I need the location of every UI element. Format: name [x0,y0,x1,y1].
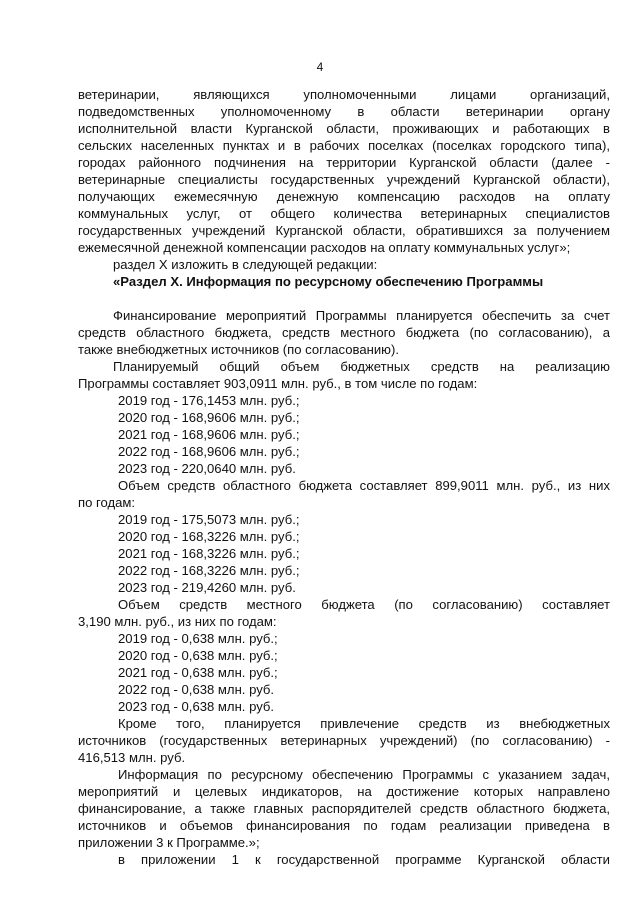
text-line: Программы составляет 903,0911 млн. руб., в том числе по годам: [78,376,478,391]
funding-year-item: 2019 год - 0,638 млн. руб.; [118,631,278,646]
funding-year-item: 2022 год - 168,9606 млн. руб.; [118,444,300,459]
text-line: по годам: [78,495,136,510]
text-line: Кроме того, планируется привлечение средств из внебюджетных [118,716,610,731]
text-line: ветеринарии, являющихся уполномоченными лицами организаций, [78,87,610,102]
text-line: Планируемый общий объем бюджетных средств на реализацию [113,359,610,374]
text-line: ветеринарные специалисты государственных учреждений Курганской области), [78,172,610,187]
text-line: источников и объемов финансирования по годам реализации приведена в [78,818,610,833]
text-line: раздел X изложить в следующей редакции: [113,257,378,272]
text-line: сельских населенных пунктах и в рабочих поселках (поселках городского типа), [78,138,610,153]
text-line: приложении 3 к Программе.»; [78,835,260,850]
page-number: 4 [316,60,324,74]
funding-year-item: 2021 год - 168,9606 млн. руб.; [118,427,300,442]
funding-year-item: 2019 год - 175,5073 млн. руб.; [118,512,300,527]
funding-year-item: 2020 год - 168,9606 млн. руб.; [118,410,300,425]
text-line: получающих ежемесячную денежную компенсацию расходов на оплату [78,189,610,204]
text-line: Объем средств областного бюджета составляет 899,9011 млн. руб., из них [118,478,610,493]
text-line: Информация по ресурсному обеспечению Программы с указанием задач, [118,767,610,782]
section-heading: «Раздел X. Информация по ресурсному обеспечению Программы [113,274,544,289]
text-line: 416,513 млн. руб. [78,750,186,765]
text-line: исполнительной власти Курганской области, проживающих и работающих в [78,121,610,136]
text-line: средств областного бюджета, средств местного бюджета (по согласованию), а [78,325,610,340]
funding-year-item: 2023 год - 220,0640 млн. руб. [118,461,296,476]
text-line: источников (государственных ветеринарных учреждений) (по согласованию) - [78,733,610,748]
funding-year-item: 2022 год - 0,638 млн. руб. [118,682,275,697]
text-line: подведомственных уполномоченному в области ветеринарии органу [78,104,610,119]
funding-year-item: 2023 год - 0,638 млн. руб. [118,699,275,714]
funding-year-item: 2021 год - 0,638 млн. руб.; [118,665,278,680]
document-body [78,86,610,868]
funding-year-item: 2021 год - 168,3226 млн. руб.; [118,546,300,561]
text-line: в приложении 1 к государственной программе Курганской области [118,852,610,867]
funding-year-item: 2019 год - 176,1453 млн. руб.; [118,393,300,408]
text-line: финансирование, а также главных распорядителей средств областного бюджета, [78,801,610,816]
funding-year-item: 2020 год - 0,638 млн. руб.; [118,648,278,663]
blank-line [78,290,610,307]
funding-year-item: 2022 год - 168,3226 млн. руб.; [118,563,300,578]
text-line: 3,190 млн. руб., из них по годам: [78,614,277,629]
text-line: мероприятий и целевых индикаторов, на достижение которых направлено [78,784,610,799]
text-line: также внебюджетных источников (по согласованию). [78,342,399,357]
text-line: городах районного подчинения на территории Курганской области (далее - [78,155,610,170]
text-line: Объем средств местного бюджета (по согласованию) составляет [118,597,610,612]
funding-year-item: 2023 год - 219,4260 млн. руб. [118,580,296,595]
funding-year-item: 2020 год - 168,3226 млн. руб.; [118,529,300,544]
text-line: ежемесячной денежной компенсации расходов на оплату коммунальных услуг»; [78,240,571,255]
text-line: государственных учреждений Курганской области, обратившихся за получением [78,223,610,238]
text-line: Финансирование мероприятий Программы планируется обеспечить за счет [113,308,610,323]
text-line: коммунальных услуг, от общего количества ветеринарных специалистов [78,206,610,221]
